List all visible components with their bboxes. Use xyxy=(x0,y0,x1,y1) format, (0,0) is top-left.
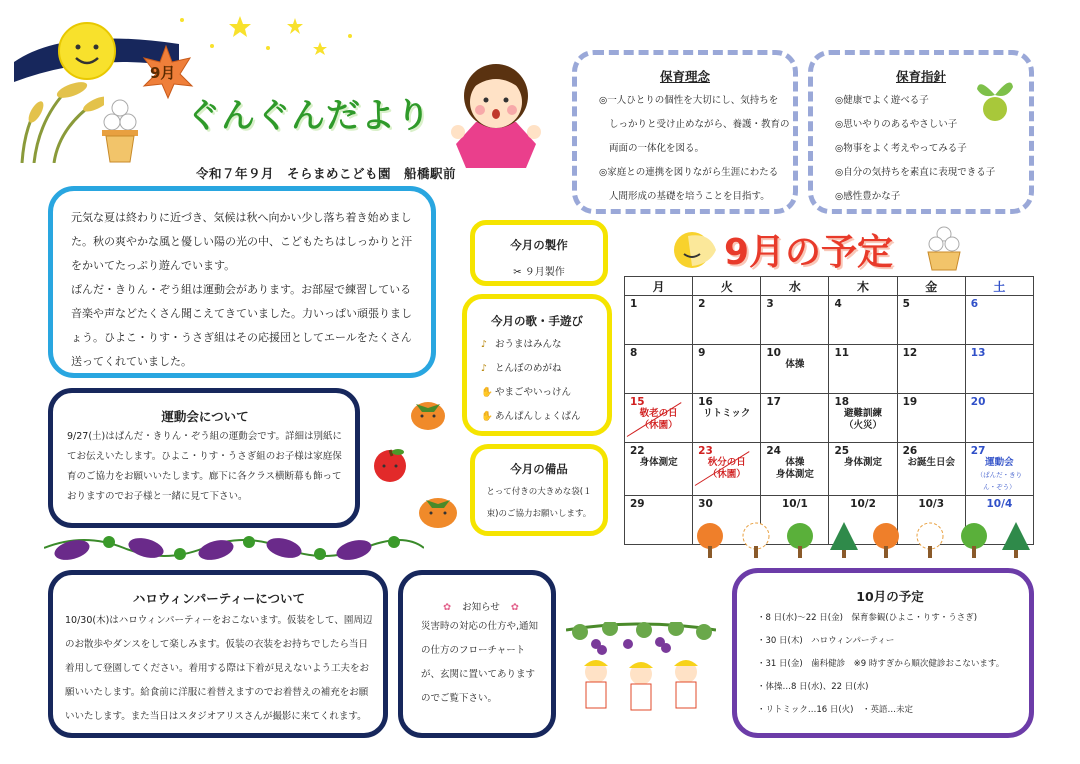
calendar-day-cell xyxy=(897,443,965,496)
policy-line: ◎感性豊かな子 xyxy=(835,191,901,202)
philosophy-line: 人間形成の基礎を培うことを目指す。 xyxy=(609,191,770,202)
calendar-day-cell xyxy=(965,443,1033,496)
calendar-day-number: 29 xyxy=(630,498,645,510)
calendar-day-cell xyxy=(761,443,829,496)
hand-icon: ✋ xyxy=(481,387,493,398)
persimmon-icon xyxy=(408,394,448,436)
sun-face-icon xyxy=(670,228,720,276)
calendar-week-row xyxy=(625,345,1034,394)
calendar-day-number: 15 xyxy=(630,396,645,408)
philosophy-heading: 保育理念 xyxy=(659,69,710,84)
calendar-day-cell xyxy=(625,496,693,545)
october-line: ・31 日(金) 歯科健診 ※9 時すぎから順次健診おこないます。 xyxy=(757,659,1005,669)
policy-box xyxy=(808,50,1034,214)
dango-offering-icon xyxy=(98,98,142,168)
moon-face-icon xyxy=(56,20,118,86)
calendar-day-number: 25 xyxy=(834,445,850,457)
calendar-day-number: 10/4 xyxy=(986,498,1013,510)
calendar-day-number: 26 xyxy=(902,445,918,457)
halloween-heading: ハロウィンパーティーについて xyxy=(132,591,306,606)
calendar-day-cell xyxy=(965,345,1033,394)
newsletter-title: ぐんぐんだより xyxy=(186,96,431,136)
calendar-event: 敬老の日 （休園） xyxy=(639,408,678,431)
calendar-day-number: 24 xyxy=(766,445,781,457)
calendar-event: 体操 xyxy=(785,359,805,370)
philosophy-line: ◎家庭との連携を図りながら生涯にわたる xyxy=(599,167,779,178)
policy-line: ◎思いやりのあるやさしい子 xyxy=(835,119,958,130)
policy-line: ◎物事をよく考えやってみる子 xyxy=(835,143,967,154)
calendar-day-cell xyxy=(693,345,761,394)
calendar-event: リトミック xyxy=(703,408,751,419)
calendar-event: お誕生日会 xyxy=(907,457,955,468)
girl-illustration xyxy=(436,52,556,172)
intro-box xyxy=(48,186,436,378)
calendar-event: 秋分の日 （休園） xyxy=(707,457,746,480)
issue-line: 令和７年９月 そらまめこども園 船橋駅前 xyxy=(196,166,457,181)
songs-heading: 今月の歌・手遊び xyxy=(491,314,583,328)
sports-day-box xyxy=(48,388,360,528)
calendar-day-number: 27 xyxy=(970,445,986,457)
calendar-event: 避難訓練 （火災） xyxy=(844,408,883,431)
calendar-day-cell xyxy=(829,394,897,443)
calendar-day-number: 3 xyxy=(766,298,774,310)
calendar-day-cell xyxy=(829,345,897,394)
calendar-day-cell xyxy=(761,394,829,443)
calendar-day-number: 22 xyxy=(630,445,645,457)
calendar-day-number: 4 xyxy=(834,298,842,310)
notice-body: 災害時の対応の仕方や,通知の仕方のフローチャートが、玄関に置いてありますのでご覧下さい。 xyxy=(421,621,539,704)
policy-line: ◎自分の気持ちを素直に表現できる子 xyxy=(835,167,996,178)
calendar-event-note: （ぱんだ・きりん・ぞう） xyxy=(976,471,1023,491)
calendar-day-number: 30 xyxy=(698,498,713,510)
dango-offering-icon xyxy=(924,226,964,276)
notice-heading: お知らせ xyxy=(462,602,500,613)
october-line: ・リトミック…16 日(火) ・英語…未定 xyxy=(757,705,913,715)
halloween-box xyxy=(48,570,388,738)
calendar-week-row xyxy=(625,296,1034,345)
weekday-header: 水 xyxy=(761,277,829,296)
philosophy-line: 両面の一体化を図る。 xyxy=(609,143,705,154)
song-item: ♪ おうまはみんな xyxy=(481,333,607,357)
sweet-potato-vine-decoration xyxy=(44,528,424,572)
calendar-day-cell xyxy=(693,443,761,496)
songs-box xyxy=(462,294,612,436)
craft-heading: 今月の製作 xyxy=(510,238,568,252)
scissors-icon: ✂ xyxy=(513,267,522,278)
calendar-day-number: 13 xyxy=(970,347,986,359)
calendar-day-cell xyxy=(761,296,829,345)
calendar-day-number: 12 xyxy=(902,347,918,359)
october-box xyxy=(732,568,1034,738)
weekday-header: 月 xyxy=(625,277,693,296)
song-item: ✋ やまごやいっけん xyxy=(481,381,607,405)
calendar-day-number: 10 xyxy=(766,347,781,359)
star-icons xyxy=(170,8,370,62)
halloween-body: 10/30(木)はハロウィンパーティーをおこないます。仮装をして、園周辺のお散歩やダンスをして楽しみます。仮装の衣装をお持ちでしたら当日着用して登園してください。着用する際は下着が見えないよう工夫をお願いいたします。給食前に洋服に着替えますのでお着替えの補充をお願いいたします。また当日はスタジオアリスさんが撮影に来てくれます。 xyxy=(65,615,373,722)
grape-picking-kids-illustration xyxy=(566,622,716,726)
weekday-header: 土 xyxy=(965,277,1033,296)
weekday-header: 木 xyxy=(829,277,897,296)
calendar-day-number: 20 xyxy=(970,396,986,408)
calendar-day-number: 1 xyxy=(630,298,638,310)
philosophy-line: ◎一人ひとりの個性を大切にし、気持ちを xyxy=(599,95,779,106)
calendar-day-number: 10/3 xyxy=(918,498,945,510)
weekday-header: 火 xyxy=(693,277,761,296)
calendar-day-cell xyxy=(897,345,965,394)
calendar-day-number: 23 xyxy=(698,445,713,457)
calendar-event: 身体測定 xyxy=(844,457,883,468)
sprout-icon xyxy=(975,71,1015,125)
apple-icon xyxy=(370,444,410,488)
calendar-day-number: 8 xyxy=(630,347,638,359)
song-item: ✋ あんぱんしょくぱん xyxy=(481,405,607,429)
calendar-weekday-row xyxy=(625,277,1034,296)
craft-box xyxy=(470,220,608,286)
calendar-day-cell xyxy=(693,394,761,443)
sports-day-body: 9/27(土)はぱんだ・きりん・ぞう組の運動会です。詳細は別紙にてお伝えいたします。ひよこ・りす・うさぎ組のお子様は家庭保育のご協力をお願いいたします。廊下に各クラス横断幕も飾っておりますのでお子様と一緒に見て下さい。 xyxy=(67,431,342,502)
calendar-day-cell xyxy=(829,296,897,345)
policy-line: ◎健康でよく遊べる子 xyxy=(835,95,929,106)
calendar-event: 運動会 xyxy=(985,457,1014,468)
supplies-heading: 今月の備品 xyxy=(510,462,568,476)
october-heading: 10月の予定 xyxy=(856,589,924,604)
calendar-day-cell xyxy=(965,296,1033,345)
calendar-day-cell xyxy=(625,394,693,443)
sports-day-heading: 運動会について xyxy=(161,409,249,424)
calendar-day-number: 19 xyxy=(902,396,918,408)
calendar-day-number: 9 xyxy=(698,347,706,359)
calendar-week-row xyxy=(625,394,1034,443)
calendar-day-number: 2 xyxy=(698,298,706,310)
september-calendar xyxy=(624,276,1034,545)
policy-heading: 保育指針 xyxy=(895,69,946,84)
supplies-body: とって付きの大きめな袋(１束)のご協力お願いします。 xyxy=(486,487,592,519)
calendar-day-cell xyxy=(829,443,897,496)
intro-paragraph: 元気な夏は終わりに近づき、気候は秋へ向かい少し落ち着き始めました。秋の爽やかな風と優しい陽の光の中、こどもたちはしっかりと汗をかいてたっぷり遊んでいます。 xyxy=(71,211,412,272)
intro-paragraph: ぱんだ・きりん・ぞう組は運動会があります。お部屋で練習している音楽や声などたくさん聞こえてきていました。力いっぱい頑張りましょう。ひよこ・りす・うさぎ組はその応援団としてエールをたくさん送ってくれていました。 xyxy=(71,283,412,368)
calendar-day-cell xyxy=(897,296,965,345)
philosophy-line: しっかりと受け止めながら、養護・教育の xyxy=(609,119,790,130)
calendar-day-cell xyxy=(897,394,965,443)
craft-item: ９月製作 xyxy=(524,267,565,278)
calendar-day-cell xyxy=(761,345,829,394)
october-line: ・8 日(水)～22 日(金) 保育参観(ひよこ・りす・うさぎ) xyxy=(757,613,978,623)
calendar-day-number: 16 xyxy=(698,396,713,408)
music-note-icon: ♪ xyxy=(481,363,488,374)
october-line: ・30 日(木) ハロウィンパーティー xyxy=(757,636,895,646)
calendar-event: 体操 身体測定 xyxy=(775,457,814,480)
calendar-week-row xyxy=(625,443,1034,496)
flower-icon: ✿ xyxy=(443,602,452,613)
calendar-event: 身体測定 xyxy=(639,457,678,468)
flower-icon: ✿ xyxy=(510,602,519,613)
calendar-day-cell xyxy=(625,345,693,394)
calendar-day-number: 10/2 xyxy=(850,498,876,510)
calendar-day-number: 18 xyxy=(834,396,850,408)
calendar-day-number: 5 xyxy=(902,298,910,310)
philosophy-box xyxy=(572,50,798,214)
supplies-box xyxy=(470,444,608,536)
notice-box xyxy=(398,570,556,738)
calendar-day-cell xyxy=(693,296,761,345)
calendar-day-cell xyxy=(625,443,693,496)
pampas-grass-icon xyxy=(14,78,104,167)
month-badge: 9月 xyxy=(150,64,176,82)
calendar-day-number: 11 xyxy=(834,347,850,359)
weekday-header: 金 xyxy=(897,277,965,296)
schedule-heading: 9月の予定 xyxy=(724,232,894,273)
autumn-trees-decoration xyxy=(694,520,1034,564)
calendar-day-number: 17 xyxy=(766,396,781,408)
calendar-day-number: 10/1 xyxy=(782,498,808,510)
hand-icon: ✋ xyxy=(481,411,493,422)
calendar-day-number: 6 xyxy=(970,298,979,310)
october-line: ・体操…8 日(水)、22 日(水) xyxy=(757,682,869,692)
calendar-day-cell xyxy=(965,394,1033,443)
calendar-day-cell xyxy=(625,296,693,345)
music-note-icon: ♪ xyxy=(481,339,488,350)
song-item: ♪ とんぼのめがね xyxy=(481,357,607,381)
